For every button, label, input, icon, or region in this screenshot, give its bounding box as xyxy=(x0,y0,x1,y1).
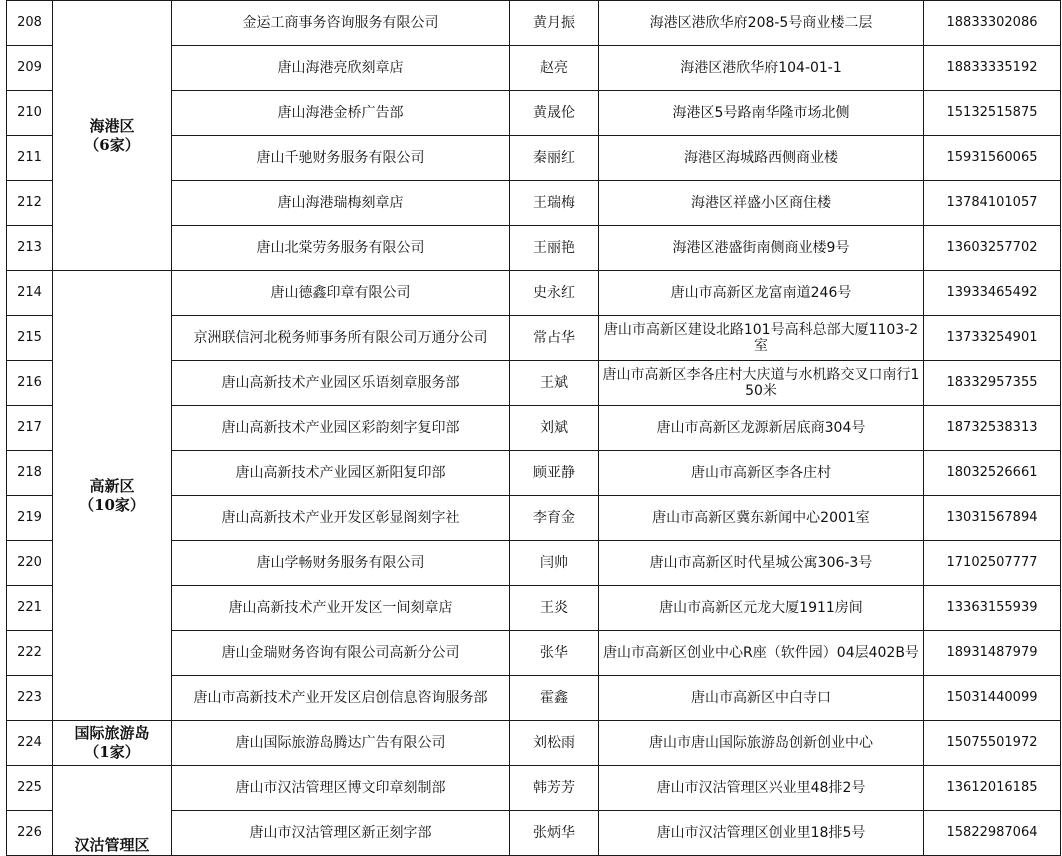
contact-person: 常占华 xyxy=(510,316,599,361)
company-name: 唐山德鑫印章有限公司 xyxy=(172,271,510,316)
row-number: 217 xyxy=(7,406,53,451)
table-row xyxy=(7,1,1061,46)
contact-person: 王瑞梅 xyxy=(510,181,599,226)
row-number: 221 xyxy=(7,586,53,631)
phone-number: 15031440099 xyxy=(924,676,1061,721)
company-name: 唐山高新技术产业园区乐语刻章服务部 xyxy=(172,361,510,406)
address: 海港区海城路西侧商业楼 xyxy=(599,136,924,181)
row-number: 224 xyxy=(7,721,53,766)
row-number: 220 xyxy=(7,541,53,586)
address: 唐山市唐山国际旅游岛创新创业中心 xyxy=(599,721,924,766)
address: 海港区祥盛小区商住楼 xyxy=(599,181,924,226)
contact-person: 刘斌 xyxy=(510,406,599,451)
district-count: （1家） xyxy=(84,743,140,761)
phone-number: 18931487979 xyxy=(924,631,1061,676)
district-cell xyxy=(53,721,172,766)
contact-person: 赵亮 xyxy=(510,46,599,91)
company-name: 唐山千驰财务服务有限公司 xyxy=(172,136,510,181)
row-number: 214 xyxy=(7,271,53,316)
table-row xyxy=(7,721,1061,766)
row-number: 216 xyxy=(7,361,53,406)
contact-person: 张华 xyxy=(510,631,599,676)
address: 唐山市高新区冀东新闻中心2001室 xyxy=(599,496,924,541)
district-count: （10家） xyxy=(79,495,145,514)
company-name: 京洲联信河北税务师事务所有限公司万通分公司 xyxy=(172,316,510,361)
contact-person: 王斌 xyxy=(510,361,599,406)
contact-person: 霍鑫 xyxy=(510,676,599,721)
address: 唐山市高新区创业中心R座（软件园）04层402B号 xyxy=(599,631,924,676)
phone-number: 13031567894 xyxy=(924,496,1061,541)
company-name: 唐山高新技术产业开发区一间刻章店 xyxy=(172,586,510,631)
company-name: 唐山市汉沽管理区新正刻字部 xyxy=(172,811,510,856)
contact-person: 刘松雨 xyxy=(510,721,599,766)
table-row xyxy=(7,271,1061,316)
table-row xyxy=(7,766,1061,811)
phone-number: 15075501972 xyxy=(924,721,1061,766)
address: 唐山市高新区龙富南道246号 xyxy=(599,271,924,316)
district-name: 高新区 xyxy=(89,476,135,495)
row-number: 212 xyxy=(7,181,53,226)
address: 海港区港盛街南侧商业楼9号 xyxy=(599,226,924,271)
address: 海港区5号路南华隆市场北侧 xyxy=(599,91,924,136)
phone-number: 13733254901 xyxy=(924,316,1061,361)
contact-person: 王炎 xyxy=(510,586,599,631)
contact-person: 王丽艳 xyxy=(510,226,599,271)
company-name: 唐山高新技术产业园区彩韵刻字复印部 xyxy=(172,406,510,451)
phone-number: 18732538313 xyxy=(924,406,1061,451)
company-name: 唐山学畅财务服务有限公司 xyxy=(172,541,510,586)
phone-number: 15931560065 xyxy=(924,136,1061,181)
row-number: 215 xyxy=(7,316,53,361)
contact-person: 闫帅 xyxy=(510,541,599,586)
district-cell xyxy=(53,271,172,721)
district-count: （6家） xyxy=(84,135,140,154)
phone-number: 17102507777 xyxy=(924,541,1061,586)
address: 海港区港欣华府208-5号商业楼二层 xyxy=(599,1,924,46)
contact-person: 韩芳芳 xyxy=(510,766,599,811)
address: 唐山市高新区李各庄村大庆道与水机路交叉口南行150米 xyxy=(599,361,924,406)
row-number: 219 xyxy=(7,496,53,541)
district-name: 国际旅游岛 xyxy=(74,724,150,742)
address: 唐山市汉沽管理区创业里18排5号 xyxy=(599,811,924,856)
row-number: 226 xyxy=(7,811,53,856)
address: 唐山市高新区时代星城公寓306-3号 xyxy=(599,541,924,586)
contact-person: 黄晟伦 xyxy=(510,91,599,136)
contact-person: 李育金 xyxy=(510,496,599,541)
district-cell xyxy=(53,1,172,271)
phone-number: 13363155939 xyxy=(924,586,1061,631)
row-number: 211 xyxy=(7,136,53,181)
company-name: 唐山高新技术产业开发区彰显阁刻字社 xyxy=(172,496,510,541)
contact-person: 顾亚静 xyxy=(510,451,599,496)
phone-number: 13784101057 xyxy=(924,181,1061,226)
phone-number: 18032526661 xyxy=(924,451,1061,496)
company-name: 唐山市汉沽管理区博文印章刻制部 xyxy=(172,766,510,811)
phone-number: 18833335192 xyxy=(924,46,1061,91)
phone-number: 13612016185 xyxy=(924,766,1061,811)
company-name: 唐山海港瑞梅刻章店 xyxy=(172,181,510,226)
contact-person: 张炳华 xyxy=(510,811,599,856)
phone-number: 15822987064 xyxy=(924,811,1061,856)
district-name: 海港区 xyxy=(89,116,135,135)
contact-person: 秦丽红 xyxy=(510,136,599,181)
row-number: 222 xyxy=(7,631,53,676)
service-directory-table xyxy=(6,0,1061,856)
phone-number: 13603257702 xyxy=(924,226,1061,271)
company-name: 唐山国际旅游岛腾达广告有限公司 xyxy=(172,721,510,766)
address: 唐山市高新区龙源新居底商304号 xyxy=(599,406,924,451)
district-cell xyxy=(53,766,172,856)
row-number: 213 xyxy=(7,226,53,271)
district-name: 汉沽管理区 xyxy=(74,836,150,854)
phone-number: 15132515875 xyxy=(924,91,1061,136)
address: 唐山市高新区中白寺口 xyxy=(599,676,924,721)
address: 唐山市高新区元龙大厦1911房间 xyxy=(599,586,924,631)
row-number: 218 xyxy=(7,451,53,496)
row-number: 210 xyxy=(7,91,53,136)
phone-number: 18332957355 xyxy=(924,361,1061,406)
company-name: 唐山北棠劳务服务有限公司 xyxy=(172,226,510,271)
row-number: 209 xyxy=(7,46,53,91)
phone-number: 18833302086 xyxy=(924,1,1061,46)
company-name: 唐山金瑞财务咨询有限公司高新分公司 xyxy=(172,631,510,676)
address: 唐山市高新区李各庄村 xyxy=(599,451,924,496)
contact-person: 黄月振 xyxy=(510,1,599,46)
company-name: 唐山市高新技术产业开发区启创信息咨询服务部 xyxy=(172,676,510,721)
row-number: 223 xyxy=(7,676,53,721)
address: 海港区港欣华府104-01-1 xyxy=(599,46,924,91)
company-name: 唐山高新技术产业园区新阳复印部 xyxy=(172,451,510,496)
company-name: 唐山海港亮欣刻章店 xyxy=(172,46,510,91)
address: 唐山市高新区建设北路101号高科总部大厦1103-2室 xyxy=(599,316,924,361)
row-number: 225 xyxy=(7,766,53,811)
address: 唐山市汉沽管理区兴业里48排2号 xyxy=(599,766,924,811)
company-name: 唐山海港金桥广告部 xyxy=(172,91,510,136)
phone-number: 13933465492 xyxy=(924,271,1061,316)
row-number: 208 xyxy=(7,1,53,46)
contact-person: 史永红 xyxy=(510,271,599,316)
company-name: 金运工商事务咨询服务有限公司 xyxy=(172,1,510,46)
